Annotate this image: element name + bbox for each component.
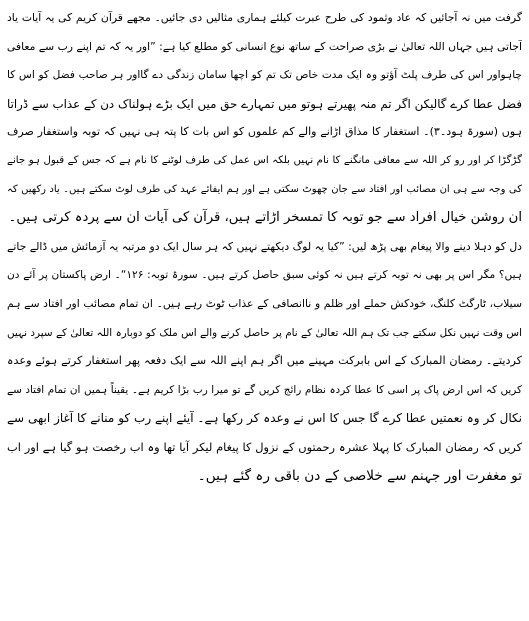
text-line: گڑگڑا کر اور رو کر اللہ سے معافی مانگنے کا نام نہیں بلکہ اس عمل کی طرف لوٹنے کا نام ہے کہ جس کے قبول ہو جانے [7,154,522,166]
text-line: اس وقت نہیں نکل سکتے جب تک ہم اللہ تعالیٰ کے نام پر حاصل کرنے والے اس ملک کو دوبارہ اللہ تعالیٰ کے سپرد نہیں [7,326,522,339]
paragraph-2 [7,233,522,490]
text-line: چاہواور اس کی طرف پلٹ آؤتو وہ ایک مدت خاص تک تم کو اچھا سامان زندگی دے گااور ہر صاحب فضل کو اس کا [7,69,522,82]
text-line: ہیں؟ مگر اس پر بھی نہ توبہ کرتے ہیں نہ کوئی سبق حاصل کرتے ہیں۔ سورۃ توبہ: ۱۲۶“۔ ارض پاکستان پر آئے دن [7,269,522,282]
text-line: کی وجہ سے ہی ان مصائب اور افتاد سے جان چھوٹ سکتی ہے اور ہم ایفائے عہد کی طرف لوٹ سکتے ہیں۔ یاد رکھیں کہ [7,183,522,195]
text-line: ان روشن خیال افراد سے جو توبہ کا تمسخر اڑاتے ہیں، قرآن کی آیات ان سے پردہ کرتی ہیں۔ [8,210,522,226]
text-line: کریں کہ اس ارض پاک پر اسی کا عطا کردہ نظام رائج کریں گے تو میرا رب بڑا کریم ہے۔ یقیناً ہمیں ان تمام افتاد سے [7,383,522,396]
text-line: آجاتی ہیں جہاں اللہ تعالیٰ نے بڑی صراحت کے ساتھ نوع انسانی کو مطلع کیا ہے: ”اور یہ کہ تم اپنے رب سے معافی [7,39,522,53]
text-line: تو مغفرت اور جہنم سے خلاصی کے دن باقی رہ گئے ہیں۔ [197,467,522,484]
text-line: کریں کہ رمضان المبارک کا پہلا عشرہ رحمتوں کے نزول کا پیغام لیکر آیا تھا وہ اب رخصت ہو گیا ہے اور اب [7,439,522,454]
text-line: ہوں (سورۃ ہود۔۳)۔ استغفار کا مذاق اڑانے والے کم علموں کو اس بات کا پتہ ہی نہیں کہ توبہ واستغفار صرف [7,125,522,139]
paragraph-1 [7,4,522,233]
text-line: کردیتے۔ رمضان المبارک کے اس بابرکت مہینے میں اگر ہم اپنے اللہ سے ایک دفعہ پھر استغفار کرتے ہوئے وعدہ [7,354,522,368]
text-line: سیلاب، ٹارگٹ کلنگ، خودکش حملے اور ظلم و ناانصافی کے عذاب ٹوٹ رہے ہیں۔ ان تمام مصائب اور افتاد سے ہم [7,296,522,310]
text-line: گرفت میں نہ آجائیں کہ عاد وثمود کی طرح عبرت کیلئے ہماری مثالیں دی جائیں۔ مجھے قرآن کریم کی یہ آیات یاد [7,11,522,24]
text-line: نکال کر وہ نعمتیں عطا کرے گا جس کا اس نے وعدہ کر رکھا ہے۔ آیئے اپنے رب کو منانے کا آغاز ابھی سے [7,411,522,426]
text-line: فضل عطا کرے گالیکن اگر تم منہ پھیرتے ہوتو میں تمہارے حق میں ایک بڑے ہولناک دن کے عذاب سے ڈراتا [7,96,522,111]
text-line: دل کو دہلا دینے والا پیغام بھی پڑھ لیں: ”کیا یہ لوگ دیکھتے نہیں کہ ہر سال ایک دو مرتبہ یہ آزمائش میں ڈالے جاتے [7,239,522,253]
